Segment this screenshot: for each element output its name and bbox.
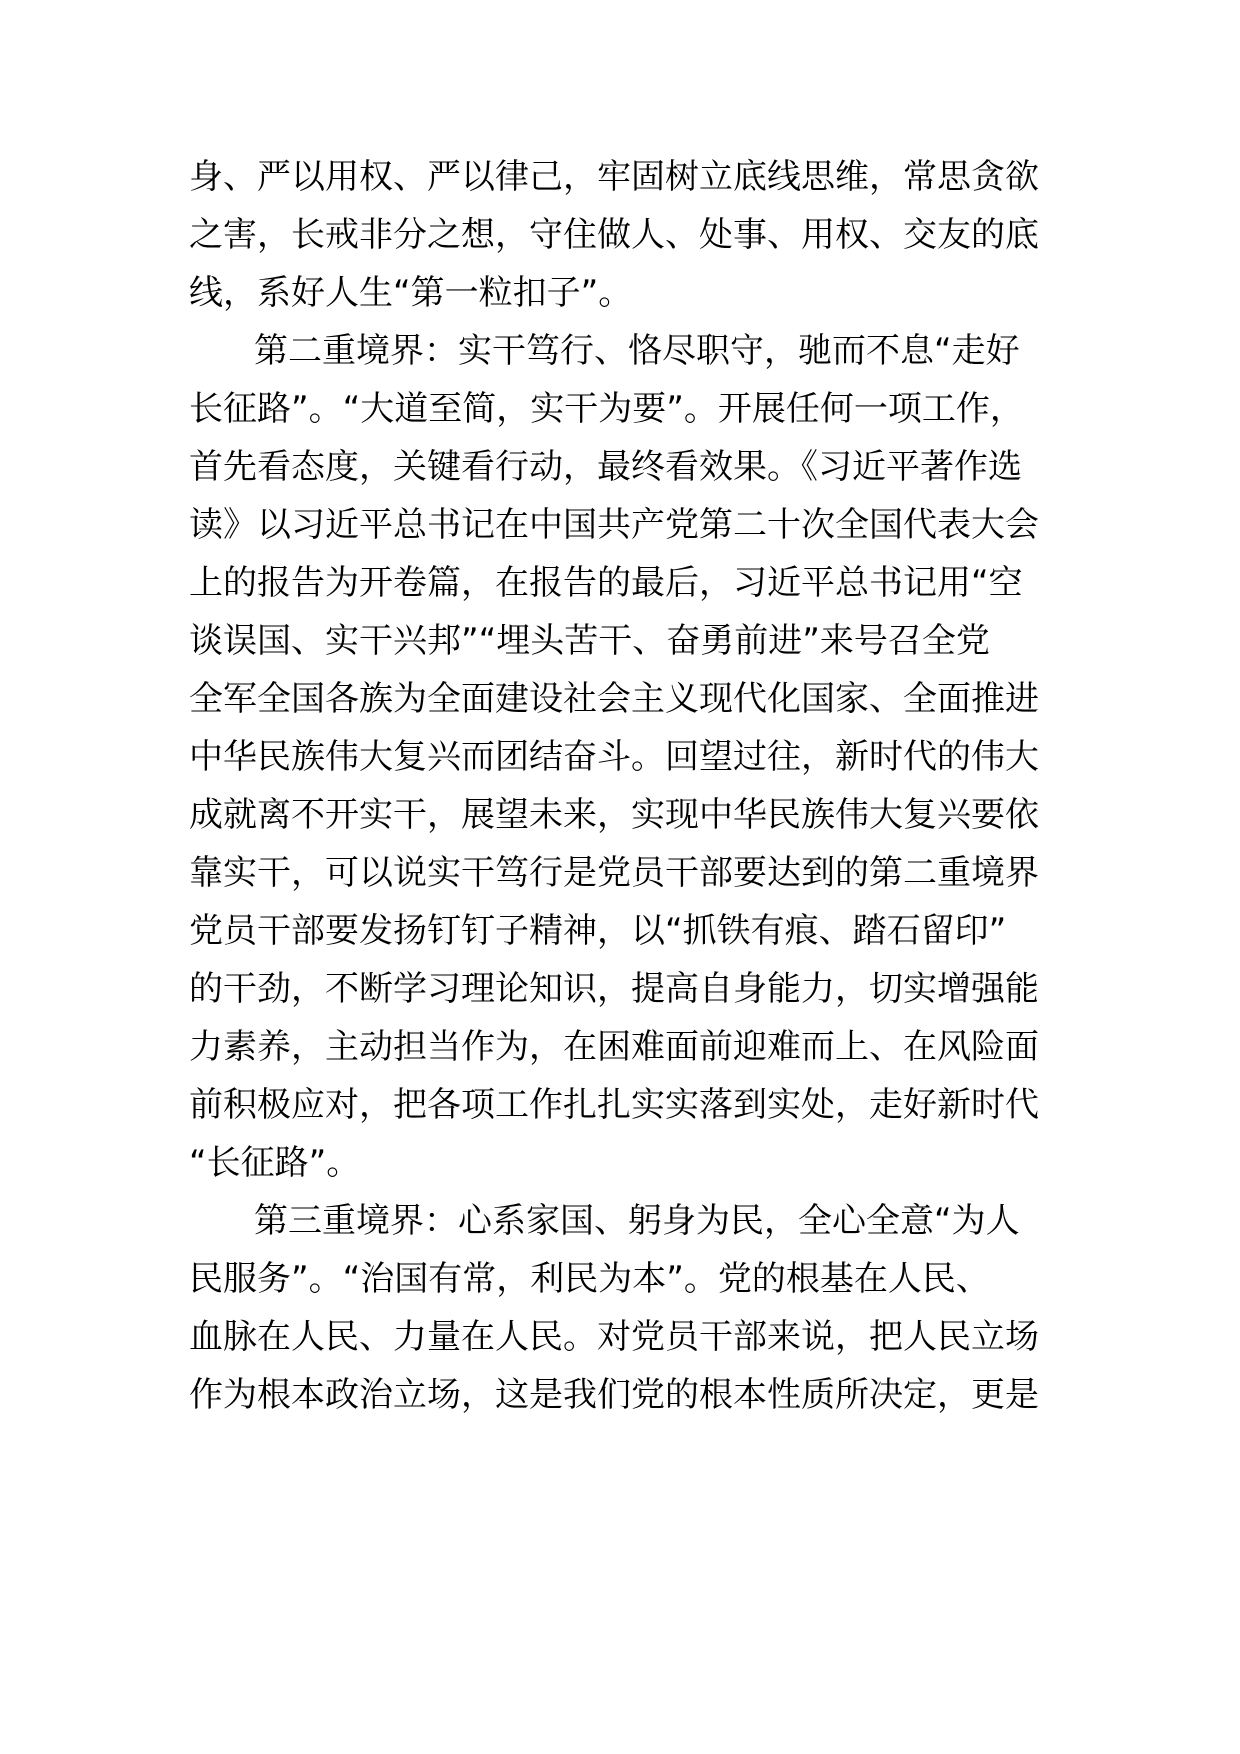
text-line: 首先看态度，关键看行动，最终看效果。《习近平著作选: [189, 447, 1022, 487]
text-line: 谈误国、实干兴邦”“埋头苦干、奋勇前进”来号召全党: [189, 621, 990, 661]
text-line: 前积极应对，把各项工作扎扎实实落到实处，走好新时代: [189, 1085, 1039, 1125]
text-line: 靠实干，可以说实干笃行是党员干部要达到的第二重境界: [189, 853, 1039, 893]
text-line: “长征路”。: [189, 1143, 361, 1183]
text-line: 身、严以用权、严以律己，牢固树立底线思维，常思贪欲: [189, 157, 1039, 197]
text-line: 血脉在人民、力量在人民。对党员干部来说，把人民立场: [189, 1317, 1039, 1357]
text-line: 读》以习近平总书记在中国共产党第二十次全国代表大会: [189, 505, 1039, 545]
text-line: 作为根本政治立场，这是我们党的根本性质所决定，更是: [189, 1375, 1039, 1415]
paragraph-heading-line: 第二重境界：实干笃行、恪尽职守，驰而不息“走好: [254, 331, 1020, 371]
text-line: 线，系好人生“第一粒扣子”。: [189, 273, 633, 313]
text-line: 中华民族伟大复兴而团结奋斗。回望过往，新时代的伟大: [189, 737, 1039, 777]
text-line: 全军全国各族为全面建设社会主义现代化国家、全面推进: [189, 679, 1039, 719]
text-line: 党员干部要发扬钉钉子精神，以“抓铁有痕、踏石留印”: [189, 911, 1007, 951]
text-line: 之害，长戒非分之想，守住做人、处事、用权、交友的底: [189, 215, 1039, 255]
text-line: 成就离不开实干，展望未来，实现中华民族伟大复兴要依: [189, 795, 1039, 835]
text-line: 长征路”。“大道至简，实干为要”。开展任何一项工作，: [189, 389, 1024, 429]
paragraph-heading-line: 第三重境界：心系家国、躬身为民，全心全意“为人: [254, 1201, 1020, 1241]
text-line: 力素养，主动担当作为，在困难面前迎难而上、在风险面: [189, 1027, 1039, 1067]
text-line: 民服务”。“治国有常，利民为本”。党的根基在人民、: [189, 1259, 990, 1299]
text-line: 上的报告为开卷篇，在报告的最后，习近平总书记用“空: [189, 563, 1023, 603]
text-line: 的干劲，不断学习理论知识，提高自身能力，切实增强能: [189, 969, 1039, 1009]
